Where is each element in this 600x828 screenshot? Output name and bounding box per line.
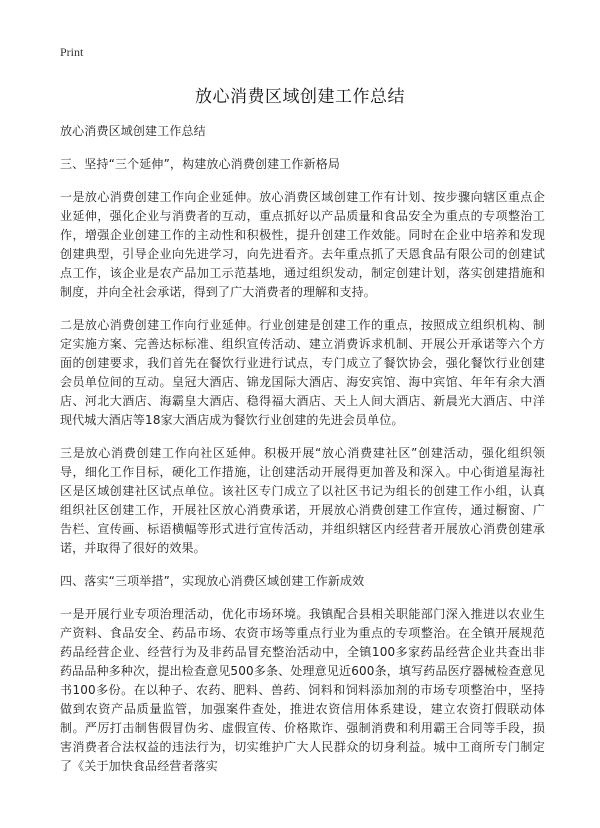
section-heading: 四、落实“三项举措”，实现放心消费区域创建工作新成效 <box>60 574 365 588</box>
body-paragraph: 一是放心消费创建工作向企业延伸。放心消费区域创建工作有计划、按步骤向辖区重点企业延伸，强化企业与消费者的互动，重点抓好以产品质量和食品安全为重点的专项整治工作，增强企业创建工作的主动性和积极性，提升创建工作效能。同时在企业中培养和发现创建典型，引导企业向先进学习，向先进看齐。去年重点抓了天恩食品有限公司的创建试点工作，该企业是农产品加工示范基地，通过组织发动，制定创建计划，落实创建措施和制度，并向全社会承诺，得到了广大消费者的理解和支持。 <box>60 190 545 299</box>
body-paragraph: 二是放心消费创建工作向行业延伸。行业创建是创建工作的重点，按照成立组织机构、制定实施方案、完善达标标准、组织宣传活动、建立消费诉求机制、开展公开承诺等六个方面的创建要求，我们首先在餐饮行业进行试点，专门成立了餐饮协会，强化餐饮行业创建会员单位间的互动。皇冠大酒店、锦龙国际大酒店、海安宾馆、海中宾馆、年年有余大酒店、河北大酒店、海霸皇大酒店、稳得福大酒店、天上人间大酒店、新晨光大酒店、中洋现代城大酒店等18家大酒店成为餐饮行业创建的先进会员单位。 <box>60 318 545 427</box>
page-title: 放心消费区域创建工作总结 <box>195 87 405 107</box>
document-subtitle: 放心消费区域创建工作总结 <box>60 124 206 138</box>
print-link[interactable]: Print <box>60 45 84 59</box>
body-paragraph: 三是放心消费创建工作向社区延伸。积极开展“放心消费建社区”创建活动，强化组织领导，细化工作目标，硬化工作措施，让创建活动开展得更加普及和深入。中心街道星海社区是区域创建社区试点单位。该社区专门成立了以社区书记为组长的创建工作小组，认真组织社区创建工作，开展社区放心消费承诺，开展放心消费创建工作宣传，通过橱窗、广告栏、宣传画、标语横幅等形式进行宣传活动，并组织辖区内经营者开展放心消费创建承诺，并取得了很好的效果。 <box>60 446 545 555</box>
body-paragraph: 一是开展行业专项治理活动，优化市场环境。我镇配合县相关职能部门深入推进以农业生产资料、食品安全、药品市场、农资市场等重点行业为重点的专项整治。在全镇开展规范药品经营企业、经营行为及非药品冒充整治活动中，全镇100多家药品经营企业共查出非药品品种多种次，提出检查意见500多条、处理意见近600条，填写药品医疗器械检查意见书100多份。在以种子、农药、肥料、兽药、饲料和饲料添加剂的市场专项整治中，坚持做到农资产品质量监管，加强案件查处，推进农资信用体系建设，建立农资打假联动体制。严厉打击制售假冒伪劣、虚假宣传、价格欺诈、强制消费和利用霸王合同等手段，损害消费者合法权益的违法行为，切实维护广大人民群众的切身利益。城中工商所专门制定了《关于加快食品经营者落实 <box>60 607 545 773</box>
section-heading: 三、坚持“三个延伸”，构建放心消费创建工作新格局 <box>60 157 341 171</box>
document-body <box>60 122 545 790</box>
